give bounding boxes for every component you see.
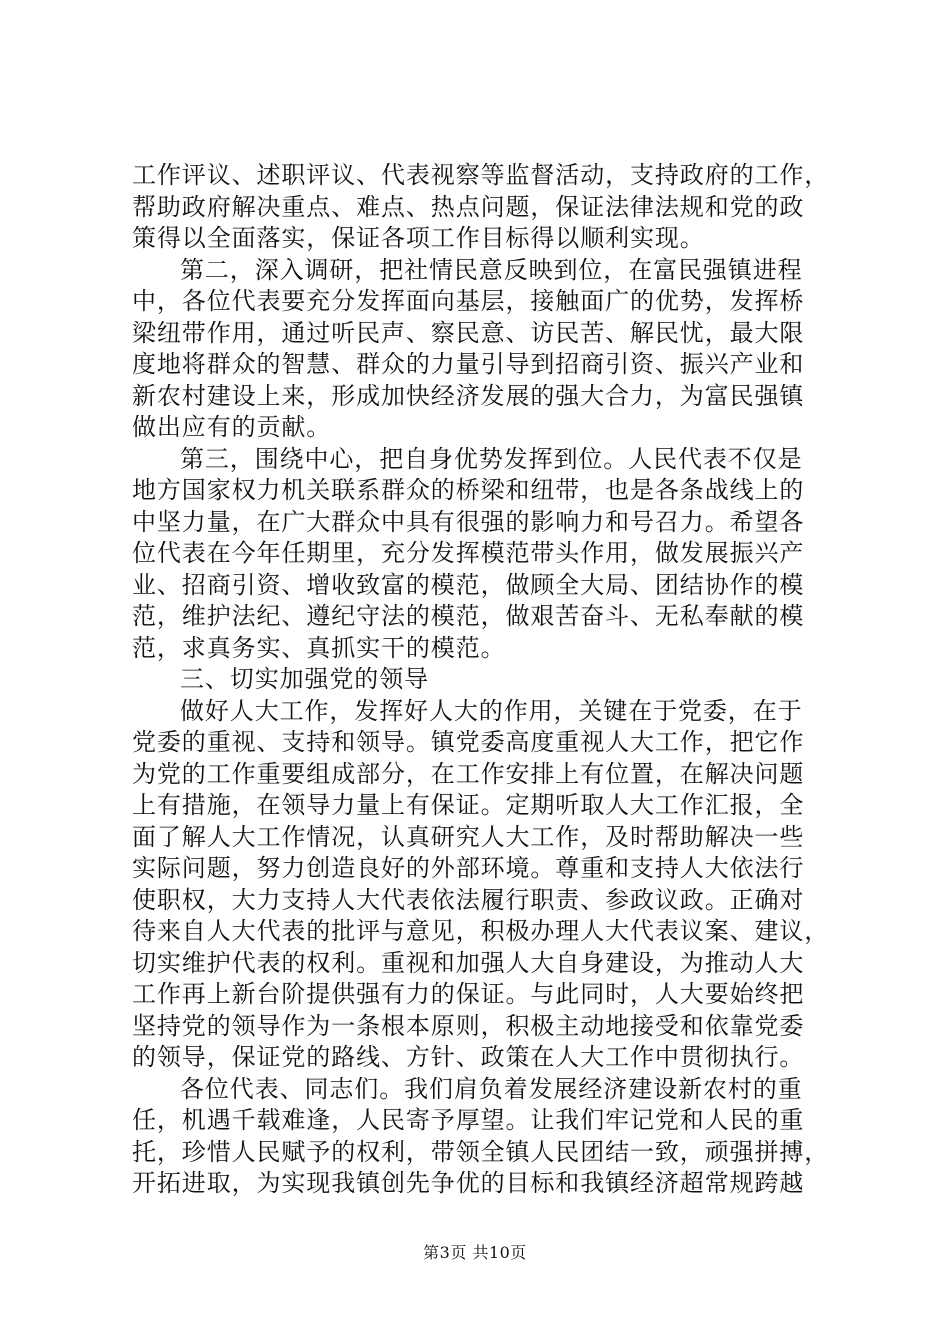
text-line: 度地将群众的智慧、群众的力量引导到招商引资、振兴产业和: [132, 350, 805, 378]
text-line: 范，求真务实、真抓实干的模范。: [132, 633, 506, 662]
page-footer: [0, 1243, 950, 1263]
text-line: 工作评议、述职评议、代表视察等监督活动，支持政府的工作，: [132, 161, 830, 189]
text-line: 各位代表、同志们。我们肩负着发展经济建设新农村的重: [180, 1074, 803, 1103]
text-line: 梁纽带作用，通过听民声、察民意、访民苦、解民忧，最大限: [132, 318, 805, 347]
page-number: 第3页 共10页: [423, 1243, 527, 1262]
text-line: 做好人大工作，发挥好人大的作用，关键在于党委，在于: [180, 696, 803, 725]
text-line: 中坚力量，在广大群众中具有很强的影响力和号召力。希望各: [132, 507, 805, 536]
text-line: 第二，深入调研，把社情民意反映到位，在富民强镇进程: [180, 255, 803, 284]
text-line: 为党的工作重要组成部分，在工作安排上有位置，在解决问题: [132, 759, 805, 788]
text-line: 范，维护法纪、遵纪守法的模范，做艰苦奋斗、无私奉献的模: [132, 602, 805, 630]
text-line: 地方国家权力机关联系群众的桥梁和纽带，也是各条战线上的: [132, 476, 805, 504]
text-line: 开拓进取，为实现我镇创先争优的目标和我镇经济超常规跨越: [132, 1169, 805, 1197]
text-line: 坚持党的领导作为一条根本原则，积极主动地接受和依靠党委: [132, 1011, 805, 1040]
text-line: 党委的重视、支持和领导。镇党委高度重视人大工作，把它作: [132, 728, 805, 756]
text-line: 做出应有的贡献。: [132, 413, 332, 441]
text-line: 第三，围绕中心，把自身优势发挥到位。人民代表不仅是: [180, 444, 803, 473]
text-line: 实际问题，努力创造良好的外部环境。尊重和支持人大依法行: [132, 854, 805, 882]
text-line: 位代表在今年任期里，充分发挥模范带头作用，做发展振兴产: [132, 539, 805, 567]
document-body: [132, 160, 832, 1200]
text-line: 中，各位代表要充分发挥面向基层，接触面广的优势，发挥桥: [132, 287, 805, 315]
text-line: 托，珍惜人民赋予的权利，带领全镇人民团结一致，顽强拼搏，: [132, 1137, 830, 1166]
text-line: 待来自人大代表的批评与意见，积极办理人大代表议案、建议，: [132, 917, 830, 945]
text-line: 面了解人大工作情况，认真研究人大工作，及时帮助解决一些: [132, 822, 805, 851]
text-lines: [132, 160, 832, 1200]
text-line: 业、招商引资、增收致富的模范，做顾全大局、团结协作的模: [132, 570, 805, 599]
text-line: 新农村建设上来，形成加快经济发展的强大合力，为富民强镇: [132, 381, 805, 410]
text-line: 上有措施，在领导力量上有保证。定期听取人大工作汇报，全: [132, 791, 805, 819]
text-line: 策得以全面落实，保证各项工作目标得以顺利实现。: [132, 224, 705, 252]
text-line: 任，机遇千载难逢，人民寄予厚望。让我们牢记党和人民的重: [132, 1106, 805, 1134]
text-line: 的领导，保证党的路线、方针、政策在人大工作中贯彻执行。: [132, 1043, 805, 1071]
text-line: 帮助政府解决重点、难点、热点问题，保证法律法规和党的政: [132, 192, 805, 221]
text-line: 工作再上新台阶提供强有力的保证。与此同时，人大要始终把: [132, 980, 805, 1008]
text-line: 三、切实加强党的领导: [180, 665, 429, 693]
text-line: 切实维护代表的权利。重视和加强人大自身建设，为推动人大: [132, 948, 805, 977]
text-line: 使职权，大力支持人大代表依法履行职责、参政议政。正确对: [132, 885, 805, 914]
